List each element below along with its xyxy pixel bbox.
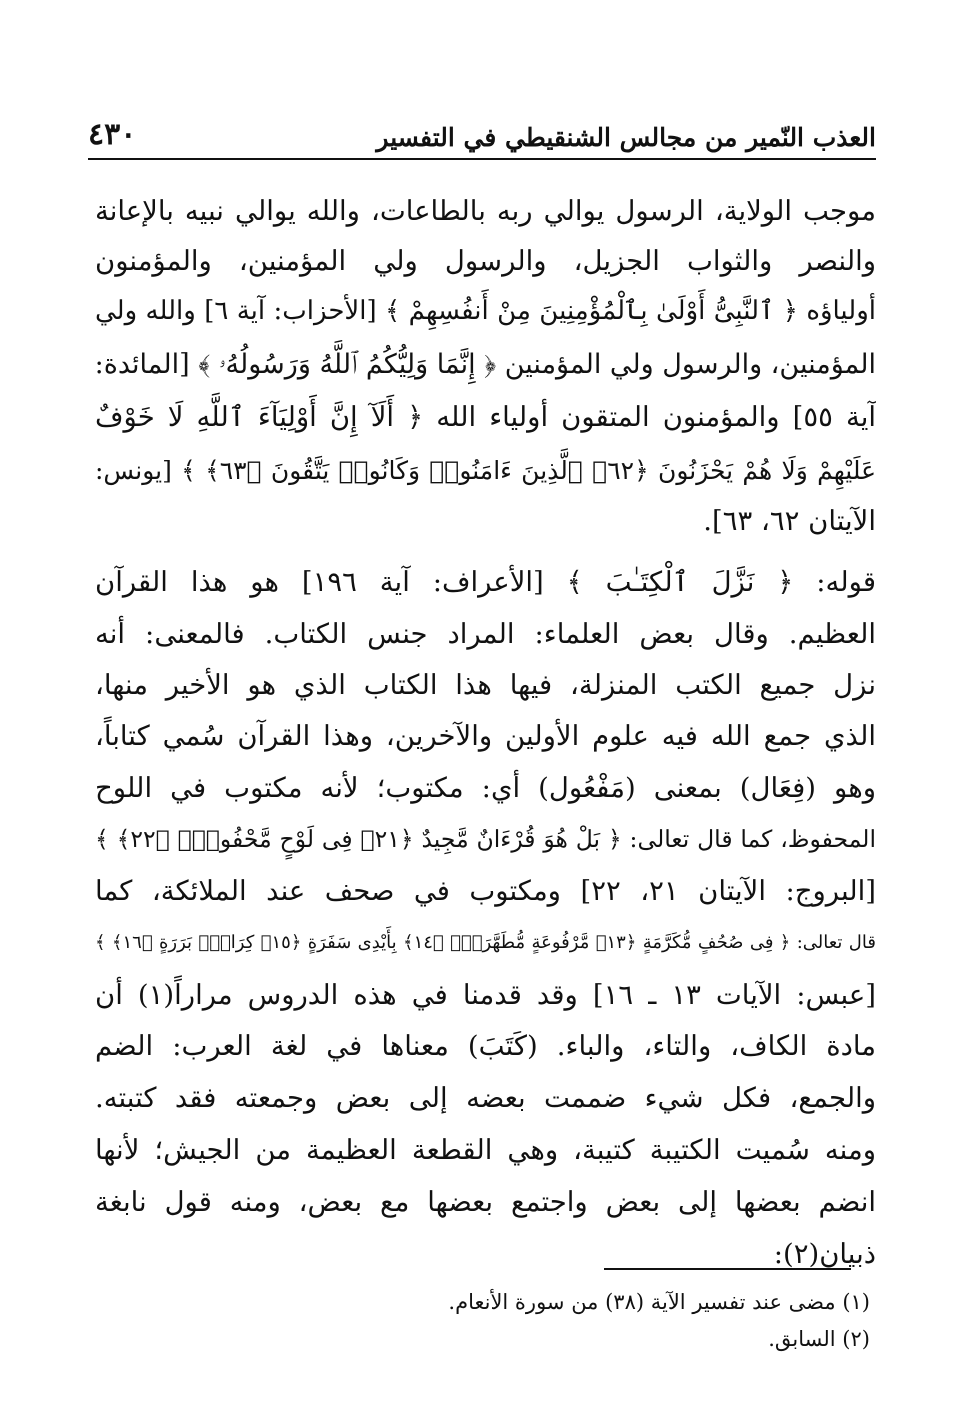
- footnote-2: (٢) السابق.: [768, 1327, 870, 1351]
- text-line: الآيتان ٦٢، ٦٣].: [703, 505, 876, 537]
- text-line: ذبيان(٢):: [773, 1238, 876, 1270]
- text-line: مادة الكاف، والتاء، والباء. (كَتَبَ) معناها في لغة العرب: الضم: [95, 1030, 876, 1062]
- text-line: نزل جميع الكتب المنزلة، فيها هذا الكتاب الذي هو الأخير منها،: [95, 669, 876, 701]
- text-line: ومنه سُميت الكتيبة كتيبة، وهي القطعة العظيمة من الجيش؛ لأنها: [95, 1134, 876, 1166]
- text-line: وهو (فِعَال) بمعنى (مَفْعُول) أي: مكتوب؛ لأنه مكتوب في اللوح: [95, 772, 876, 804]
- text-line: المحفوظ، كما قال تعالى: ﴿ بَلْ هُوَ قُرْءَانٌ مَّجِيدٌ ﴿٢١﴾ فِى لَوْحٍ مَّحْفُوظٍۭ ﴿٢٢﴾ ﴾: [95, 825, 876, 853]
- text-line: الذي جمع الله فيه علوم الأولين والآخرين، وهذا القرآن سُمي كتاباً،: [95, 720, 876, 752]
- page-number: ٤٣٠: [88, 117, 137, 152]
- text-line: قال تعالى: ﴿ فِى صُحُفٍ مُّكَرَّمَةٍ ﴿١٣﴾ مَّرْفُوعَةٍ مُّطَهَّرَةٍۭ ﴿١٤﴾ بِأَيْدِى سَفَرَةٍ ﴿١٥﴾ كِرَامٍۭ بَرَرَةٍ ﴿١٦﴾ ﴾: [95, 932, 876, 953]
- header-rule: [88, 158, 876, 160]
- footnote-rule: [604, 1268, 851, 1270]
- text-line: والجمع، فكل شيء ضممت بعضه إلى بعض وجمعته فقد كتبته.: [95, 1082, 876, 1114]
- running-header: [88, 110, 876, 152]
- text-line: انضم بعضها إلى بعض واجتمع بعضها مع بعض، ومنه قول نابغة: [95, 1186, 876, 1218]
- text-line: [البروج: الآيتان ٢١، ٢٢] ومكتوب في صحف عند الملائكة، كما: [95, 875, 876, 907]
- text-line: [عبس: الآيات ١٣ ـ ١٦] وقد قدمنا في هذه الدروس مراراً(١) أن: [95, 979, 876, 1011]
- text-line: العظيم. وقال بعض العلماء: المراد جنس الكتاب. فالمعنى: أنه: [95, 618, 876, 650]
- book-title: العذب النّمير من مجالس الشنقيطي في التفسير: [376, 123, 876, 152]
- text-line: المؤمنين، والرسول ولي المؤمنين ﴿ إِنَّمَا وَلِيُّكُمُ ٱللَّهُ وَرَسُولُهُۥ ﴾ [المائدة:: [95, 349, 876, 380]
- text-line: موجب الولاية، الرسول يوالي ربه بالطاعات، والله يوالي نبيه بالإعانة: [95, 195, 876, 227]
- footnote-1: (١) مضى عند تفسير الآية (٣٨) من سورة الأنعام.: [448, 1290, 870, 1314]
- text-line: عَلَيْهِمْ وَلَا هُمْ يَحْزَنُونَ ﴿٦٢﴾ ٱلَّذِينَ ءَامَنُوا۟ وَكَانُوا۟ يَتَّقُونَ ﴿٦٣﴾ ﴾ [يونس:: [95, 456, 876, 485]
- text-line: قوله: ﴿ نَزَّلَ ٱلْكِتَـٰبَ ﴾ [الأعراف: آية ١٩٦] هو هذا القرآن: [95, 566, 876, 598]
- text-line: آية ٥٥] والمؤمنون المتقون أولياء الله ﴿ أَلَآ إِنَّ أَوْلِيَآءَ ٱللَّهِ لَا خَوْفٌ: [95, 401, 876, 433]
- text-line: والنصر والثواب الجزيل، والرسول ولي المؤمنين، والمؤمنون: [95, 245, 876, 277]
- text-line: أولياؤه ﴿ ٱلنَّبِىُّ أَوْلَىٰ بِٱلْمُؤْمِنِينَ مِنْ أَنفُسِهِمْ ﴾ [الأحزاب: آية ٦] والله ولي: [95, 296, 876, 326]
